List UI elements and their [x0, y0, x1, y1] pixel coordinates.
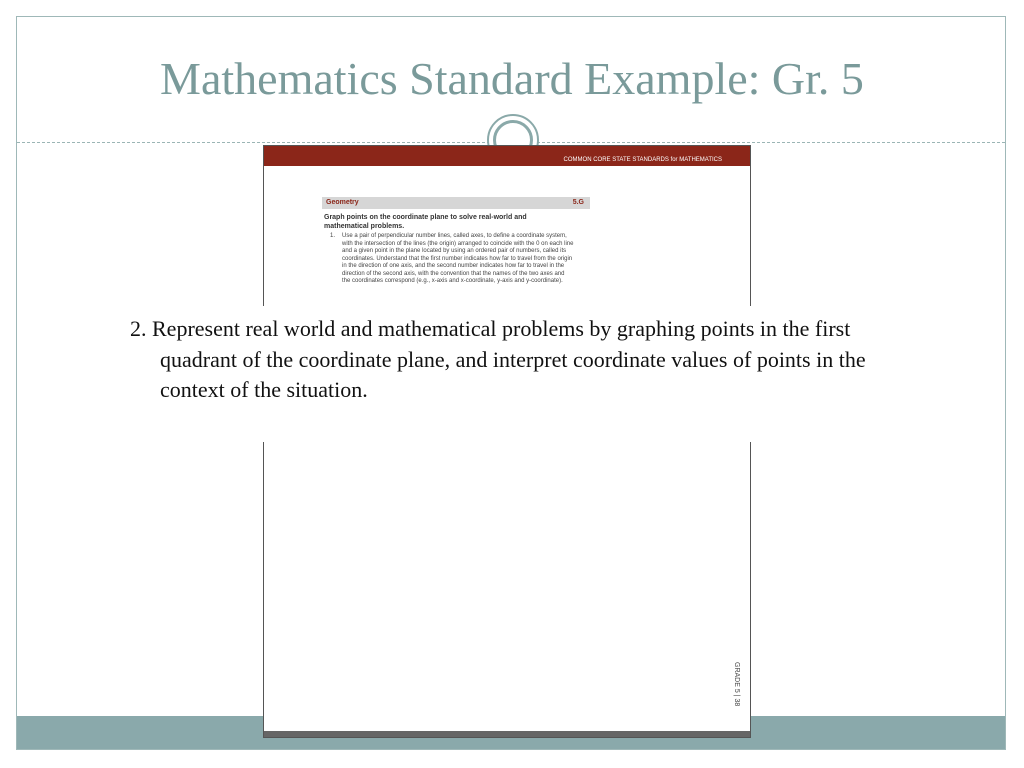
- domain-code: 5.G: [572, 199, 584, 206]
- standard-callout-text: 2. Represent real world and mathematical problems by graphing points in the first quadrant of the coordinate plane, and interpret coordinate values of points in the context of the situation.: [130, 316, 866, 402]
- grade-page-footer: GRADE 5 | 38: [733, 662, 740, 707]
- cluster-heading: Graph points on the coordinate plane to solve real-world and mathematical problems.: [324, 214, 527, 230]
- slide-title: Mathematics Standard Example: Gr. 5: [160, 53, 864, 104]
- document-bottom-strip: [264, 731, 750, 737]
- domain-bar: [322, 197, 590, 209]
- standard-number: 1.: [330, 233, 336, 239]
- document-header-bar: [264, 146, 750, 166]
- standard-text: Use a pair of perpendicular number lines, called axes, to define a coordinate system, with the intersection of the lines (the origin) arranged to coincide with the 0 on each line and a given point in the plane located by using an ordered pair of numbers, called its coordinates. Understand that the first number indicates how far to travel from the origin in the direction of one axis, and the second number indicates how far to travel in the direction of the second axis, with the convention that the names of the two axes and the coordinates correspond (e.g., x-axis and x-coordinate, y-axis and y-coordinate).: [342, 233, 574, 284]
- standard-callout-box: [124, 306, 866, 442]
- domain-name: Geometry: [326, 199, 359, 206]
- document-header-text: COMMON CORE STATE STANDARDS for MATHEMATICS: [563, 157, 722, 163]
